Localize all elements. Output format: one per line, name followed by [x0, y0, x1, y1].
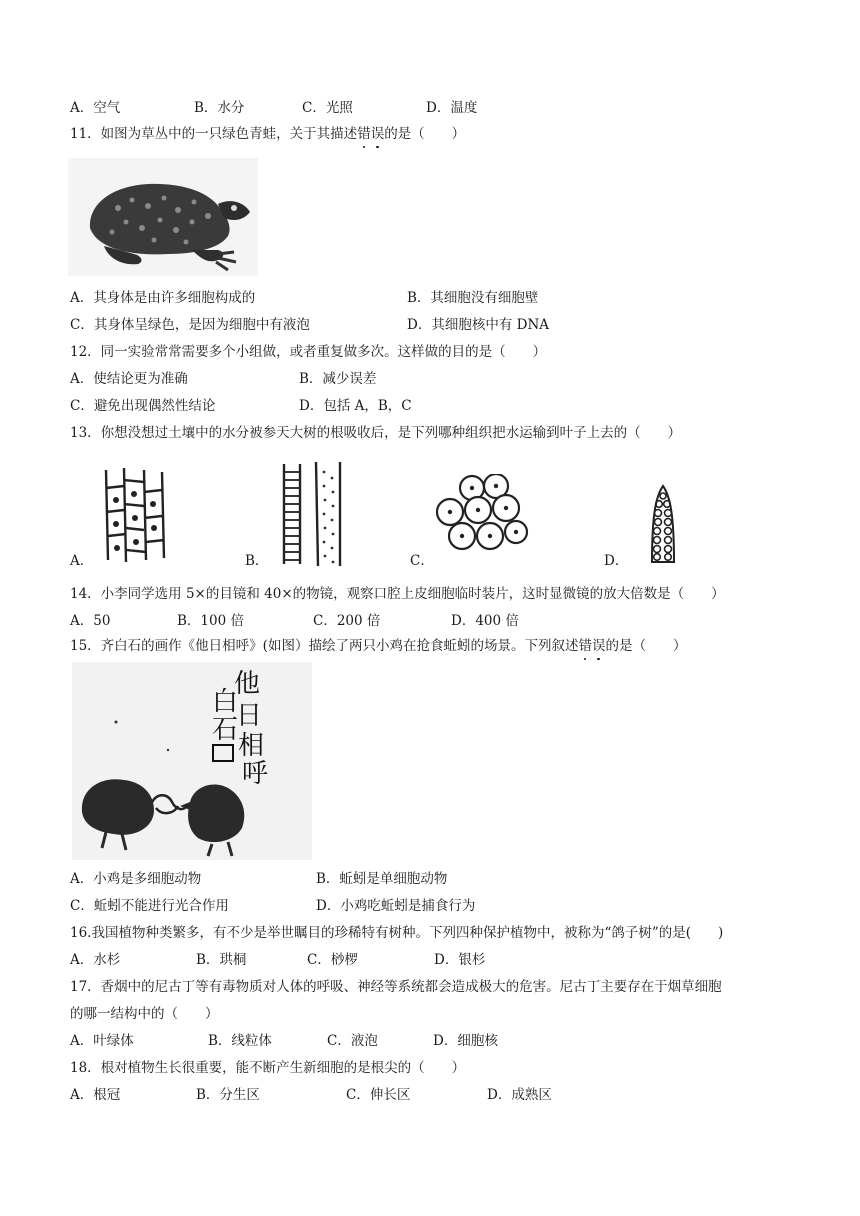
q12-option-a: A．使结论更为准确 — [70, 371, 188, 387]
q11-option-a: A．其身体是由许多细胞构成的 — [70, 290, 256, 306]
q13-label-b: B． — [245, 553, 269, 569]
q18-option-a: A．根冠 — [70, 1087, 121, 1103]
q12-option-c: C．避免出现偶然性结论 — [70, 398, 216, 414]
q13-stem: 13．你想没想过土壤中的水分被参天大树的根吸收后，是下列哪种组织把水运输到叶子上去的（ ） — [70, 425, 682, 441]
q18-option-d: D．成熟区 — [487, 1087, 552, 1103]
q17-option-d: D．细胞核 — [433, 1033, 498, 1049]
q17-option-b: B．线粒体 — [208, 1033, 272, 1049]
tissue-a-image — [96, 466, 176, 564]
q17-option-a: A．叶绿体 — [70, 1033, 134, 1049]
q14-option-c: C．200 倍 — [313, 613, 381, 629]
q10-option-c: C．光照 — [302, 100, 353, 116]
q15-emphasis — [578, 638, 605, 654]
q18-option-b: B．分生区 — [196, 1087, 260, 1103]
q13-label-c: C． — [410, 553, 434, 569]
q10-option-b: B．水分 — [194, 100, 245, 116]
q11-option-d: D．其细胞核中有 DNA — [407, 317, 550, 333]
q16-option-d: D．银杉 — [434, 952, 486, 968]
q13-label-a: A． — [70, 553, 94, 569]
tissue-d-image — [648, 484, 678, 566]
q18-option-c: C．伸长区 — [346, 1087, 411, 1103]
q11-option-c: C．其身体呈绿色，是因为细胞中有液泡 — [70, 317, 310, 333]
q15-option-a: A．小鸡是多细胞动物 — [70, 871, 202, 887]
q14-option-d: D．400 倍 — [451, 613, 519, 629]
painting-image — [72, 662, 312, 860]
painting-calligraphy: 他 日 相 呼 白 石 — [212, 669, 269, 789]
q14-option-a: A．50 — [70, 613, 111, 629]
frog-image — [68, 158, 258, 276]
tissue-b-image — [278, 460, 348, 568]
emphasis-char: 误 — [370, 126, 385, 142]
q16-stem: 16.我国植物种类繁多，有不少是举世瞩目的珍稀特有树种。下列四种保护植物中，被称为“鸽子树”的是( ) — [70, 925, 724, 941]
emphasis-char: 误 — [591, 638, 606, 654]
tissue-c-image — [434, 474, 530, 558]
q10-option-a: A．空气 — [70, 100, 121, 116]
q14-option-b: B．100 倍 — [177, 613, 244, 629]
q18-stem: 18．根对植物生长很重要，能不断产生新细胞的是根尖的（ ） — [70, 1060, 466, 1076]
q17-stem-line1: 17．香烟中的尼古丁等有毒物质对人体的呼吸、神经等系统都会造成极大的危害。尼古丁主要存在于烟草细胞 — [70, 979, 722, 995]
q12-stem: 12．同一实验常常需要多个小组做，或者重复做多次。这样做的目的是（ ） — [70, 344, 547, 360]
q15-stem: 15．齐白石的画作《他日相呼》(如图）描绘了两只小鸡在抢食蚯蚓的场景。下列叙述错误的是（ ） — [70, 638, 687, 654]
emphasis-char: 错 — [578, 638, 592, 654]
q17-option-c: C．液泡 — [327, 1033, 378, 1049]
q11-emphasis — [357, 126, 384, 142]
q16-option-c: C．桫椤 — [307, 952, 358, 968]
q16-option-a: A．水杉 — [70, 952, 121, 968]
q15-option-d: D．小鸡吃蚯蚓是捕食行为 — [316, 898, 476, 914]
q11-option-b: B．其细胞没有细胞壁 — [407, 290, 539, 306]
q12-option-b: B．减少误差 — [299, 371, 377, 387]
q16-option-b: B．珙桐 — [196, 952, 247, 968]
q17-stem-line2: 的哪一结构中的（ ） — [70, 1006, 219, 1022]
q15-option-c: C．蚯蚓不能进行光合作用 — [70, 898, 229, 914]
q13-label-d: D． — [604, 553, 629, 569]
q15-option-b: B．蚯蚓是单细胞动物 — [316, 871, 448, 887]
q12-option-d: D．包括 A，B，C — [299, 398, 412, 414]
q14-stem: 14．小李同学选用 5×的目镜和 40×的物镜，观察口腔上皮细胞临时装片，这时显微镜的放大倍数是（ ） — [70, 586, 725, 602]
emphasis-char: 错 — [357, 126, 371, 142]
q11-stem: 11．如图为草丛中的一只绿色青蛙，关于其描述错误的是（ ） — [70, 126, 466, 142]
q10-option-d: D．温度 — [426, 100, 478, 116]
